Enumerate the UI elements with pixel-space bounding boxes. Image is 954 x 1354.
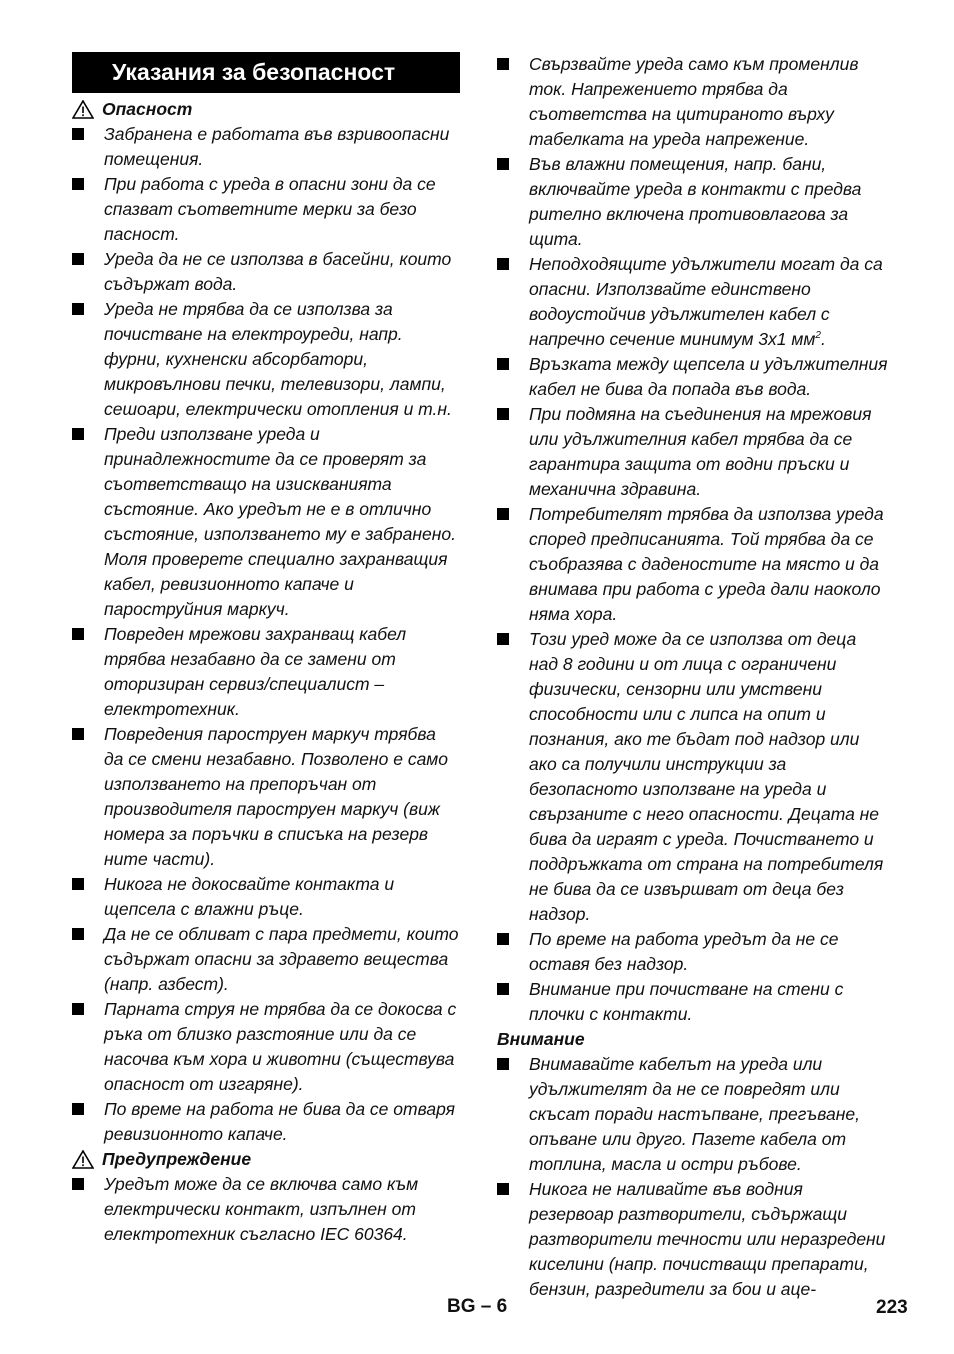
- bullet-icon: [72, 728, 84, 740]
- caution-heading: Внимание: [497, 1029, 585, 1049]
- list-item: Никога не наливайте във водния резервоар разтворители, съдържащи разтворители течности или неразредени киселини (напр. почистващи препарати, бензин, разредители за бои и аце-: [497, 1177, 889, 1302]
- list-item: Внимание при почистване на стени с плочки с контакти.: [497, 977, 889, 1027]
- extension-cable-end: .: [820, 329, 826, 349]
- list-item: Във влажни помещения, напр. бани, включвайте уреда в контакти с предва рително включена противовлагова за щита.: [497, 152, 889, 252]
- bullet-icon: [72, 303, 84, 315]
- bullet-icon: [72, 1003, 84, 1015]
- bullet-icon: [72, 253, 84, 265]
- list-item: Парната струя не трябва да се докосва с ръка от близко разстояние или да се насочва към хора и животни (съществува опасност от изгаряне).: [72, 997, 460, 1097]
- list-item: При работа с уреда в опасни зони да се спазват съответните мерки за безо пасност.: [72, 172, 460, 247]
- bullet-icon: [72, 878, 84, 890]
- danger-list: [72, 122, 460, 1147]
- danger-heading-label: Опасност: [102, 99, 193, 119]
- list-item: По време на работа уредът да не се оставя без надзор.: [497, 927, 889, 977]
- list-item: Внимавайте кабелът на уреда или удължителят да не се повредят или скъсат поради настъпване, прегъване, опъване или друго. Пазете кабела от топлина, масла и остри ръбове.: [497, 1052, 889, 1177]
- list-item: [497, 252, 889, 352]
- bullet-icon: [497, 258, 509, 270]
- list-item: Потребителят трябва да използва уреда според предписанията. Той трябва да се съобразява с даденостите на място и да внимава при работа с уреда дали наоколо няма хора.: [497, 502, 889, 627]
- bullet-icon: [72, 928, 84, 940]
- superscript-2: 2: [815, 330, 821, 342]
- list-item: Повреден мрежови захранващ кабел трябва незабавно да се замени от оторизиран сервиз/специалист – електротехник.: [72, 622, 460, 722]
- bullet-icon: [497, 933, 509, 945]
- caution-list: [497, 1052, 889, 1302]
- footer-page-number: 223: [876, 1297, 908, 1318]
- list-item: Уредът може да се включва само към електрически контакт, изпълнен от електротехник съгласно IEC 60364.: [72, 1172, 460, 1247]
- page-title: Указания за безопасност: [72, 52, 460, 93]
- bullet-icon: [497, 58, 509, 70]
- bullet-icon: [497, 1058, 509, 1070]
- general-list: [497, 52, 889, 1027]
- bullet-icon: [72, 428, 84, 440]
- bullet-icon: [497, 408, 509, 420]
- bullet-icon: [497, 158, 509, 170]
- bullet-icon: [497, 1183, 509, 1195]
- bullet-icon: [72, 128, 84, 140]
- warning-list: [72, 1172, 460, 1247]
- bullet-icon: [72, 1178, 84, 1190]
- bullet-icon: [497, 358, 509, 370]
- list-item: Уреда да не се използва в басейни, които съдържат вода.: [72, 247, 460, 297]
- warning-heading: [72, 1147, 460, 1172]
- bullet-icon: [497, 508, 509, 520]
- list-item: Този уред може да се използва от деца над 8 години и от лица с ограничени физически, сензорни или умствени способности или с липса на опит и познания, ако те бъдат под надзор или ако са получили инструкции за безопасното използване на уреда и свързаните с него опасности. Децата не бива да играят с уреда. Почистването и поддръжката от страна на потребителя не бива да се извършват от деца без надзор.: [497, 627, 889, 927]
- footer-section-code: BG – 6: [447, 1296, 508, 1317]
- list-item: Повредения пароструен маркуч трябва да се смени незабавно. Позволено е само използването на препоръчан от производителя пароструен маркуч (виж номера за поръчки в списъка на резерв ните части).: [72, 722, 460, 872]
- list-item: Забранена е работата във взривоопасни помещения.: [72, 122, 460, 172]
- list-item: При подмяна на съединения на мрежовия или удължителния кабел трябва да се гарантира защита от водни пръски и механична здравина.: [497, 402, 889, 502]
- list-item: Преди използване уреда и принадлежностите да се проверят за съответстващо на изискванията състояние. Ако уредът не е в отлично състояние, използването му е забранено. Моля проверете специално захранващия кабел, ревизионното капаче и пароструйния маркуч.: [72, 422, 460, 622]
- list-item: Свързвайте уреда само към променлив ток. Напрежението трябва да съответства на цитираното върху табелката на уреда напрежение.: [497, 52, 889, 152]
- warning-triangle-icon: [72, 100, 94, 119]
- left-column: [72, 52, 460, 1247]
- right-column: [497, 52, 889, 1302]
- list-item: Уреда не трябва да се използва за почистване на електроуреди, напр. фурни, кухненски абсорбатори, микровълнови печки, телевизори, лампи, сешоари, електрически отопления и т.н.: [72, 297, 460, 422]
- warning-heading-label: Предупреждение: [102, 1149, 252, 1169]
- list-item: Никога не докосвайте контакта и щепсела с влажни ръце.: [72, 872, 460, 922]
- bullet-icon: [497, 983, 509, 995]
- warning-triangle-icon: [72, 1150, 94, 1169]
- bullet-icon: [72, 178, 84, 190]
- list-item: Връзката между щепсела и удължителния кабел не бива да попада във вода.: [497, 352, 889, 402]
- danger-heading: [72, 97, 460, 122]
- extension-cable-text: Неподходящите удължители могат да са опасни. Използвайте единствено водоустойчив удължителен кабел с напречно сечение минимум 3x1 мм: [529, 254, 883, 349]
- bullet-icon: [72, 628, 84, 640]
- bullet-icon: [497, 633, 509, 645]
- bullet-icon: [72, 1103, 84, 1115]
- list-item: По време на работа не бива да се отваря ревизионното капаче.: [72, 1097, 460, 1147]
- list-item: Да не се обливат с пара предмети, които съдържат опасни за здравето вещества (напр. азбест).: [72, 922, 460, 997]
